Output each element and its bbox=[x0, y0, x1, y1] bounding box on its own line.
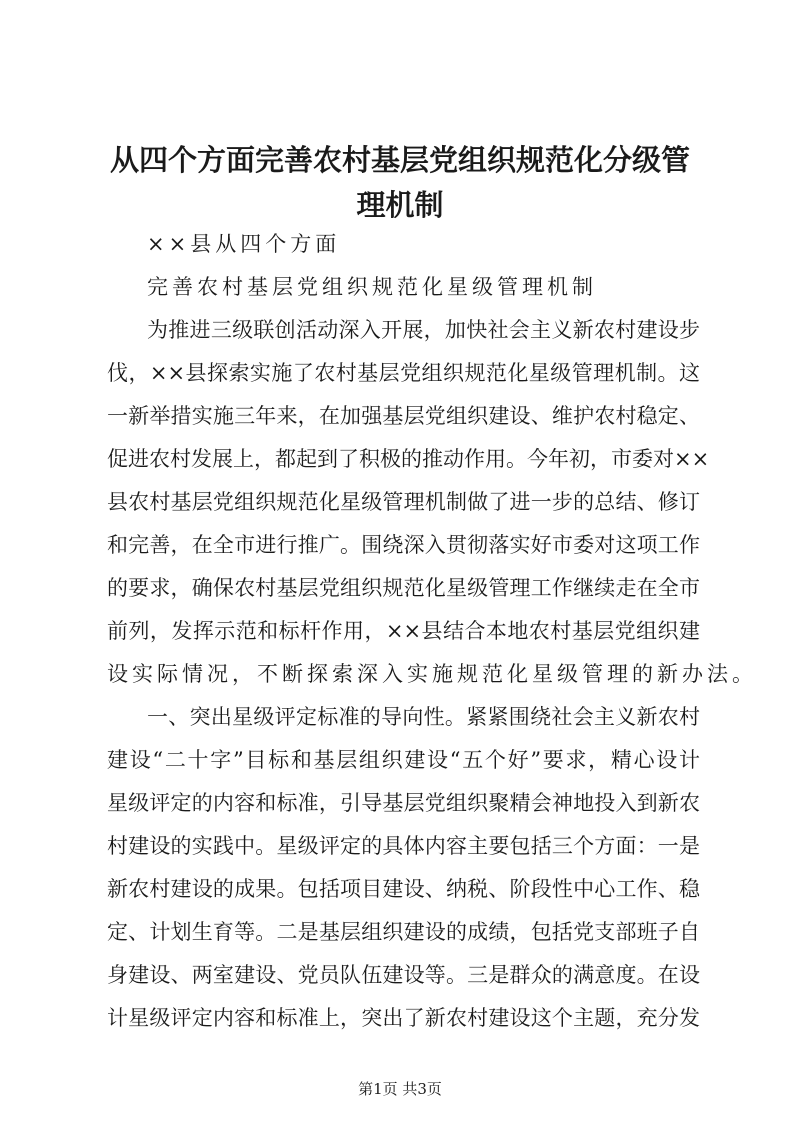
text-line: 新农村建设的成果。包括项目建设、纳税、阶段性中心工作、稳 bbox=[107, 877, 700, 901]
text-line: 和完善，在全市进行推广。围绕深入贯彻落实好市委对这项工作 bbox=[107, 533, 700, 557]
text-line: 前列，发挥示范和标杆作用，××县结合本地农村基层党组织建 bbox=[107, 619, 700, 643]
text-line: 促进农村发展上，都起到了积极的推动作用。今年初，市委对×× bbox=[107, 447, 710, 471]
text-line: 一新举措实施三年来，在加强基层党组织建设、维护农村稳定、 bbox=[107, 404, 700, 428]
text-line: 定、计划生育等。二是基层组织建设的成绩，包括党支部班子自 bbox=[107, 920, 700, 944]
text-line: 伐，××县探索实施了农村基层党组织规范化星级管理机制。这 bbox=[107, 361, 700, 385]
document-title-line-1: 从四个方面完善农村基层党组织规范化分级管 bbox=[109, 143, 690, 177]
document-title-line-2: 理机制 bbox=[356, 188, 444, 222]
text-line: 一、突出星级评定标准的导向性。紧紧围绕社会主义新农村 bbox=[147, 705, 700, 729]
text-line: 村建设的实践中。星级评定的具体内容主要包括三个方面：一是 bbox=[107, 834, 700, 858]
text-line: 完善农村基层党组织规范化星级管理机制 bbox=[147, 275, 597, 299]
text-line: 建设“二十字”目标和基层组织建设“五个好”要求，精心设计 bbox=[107, 748, 700, 772]
text-line: 设实际情况，不断探索深入实施规范化星级管理的新办法。 bbox=[107, 662, 757, 686]
text-line: ××县从四个方面 bbox=[147, 232, 341, 256]
text-line: 计星级评定内容和标准上，突出了新农村建设这个主题，充分发 bbox=[107, 1006, 700, 1030]
text-line: 县农村基层党组织规范化星级管理机制做了进一步的总结、修订 bbox=[107, 490, 700, 514]
page-footer: 第1页 共3页 bbox=[358, 1080, 442, 1098]
text-line: 为推进三级联创活动深入开展，加快社会主义新农村建设步 bbox=[147, 318, 700, 342]
text-line: 星级评定的内容和标准，引导基层党组织聚精会神地投入到新农 bbox=[107, 791, 700, 815]
text-line: 的要求，确保农村基层党组织规范化星级管理工作继续走在全市 bbox=[107, 576, 700, 600]
text-line: 身建设、两室建设、党员队伍建设等。三是群众的满意度。在设 bbox=[107, 963, 700, 987]
